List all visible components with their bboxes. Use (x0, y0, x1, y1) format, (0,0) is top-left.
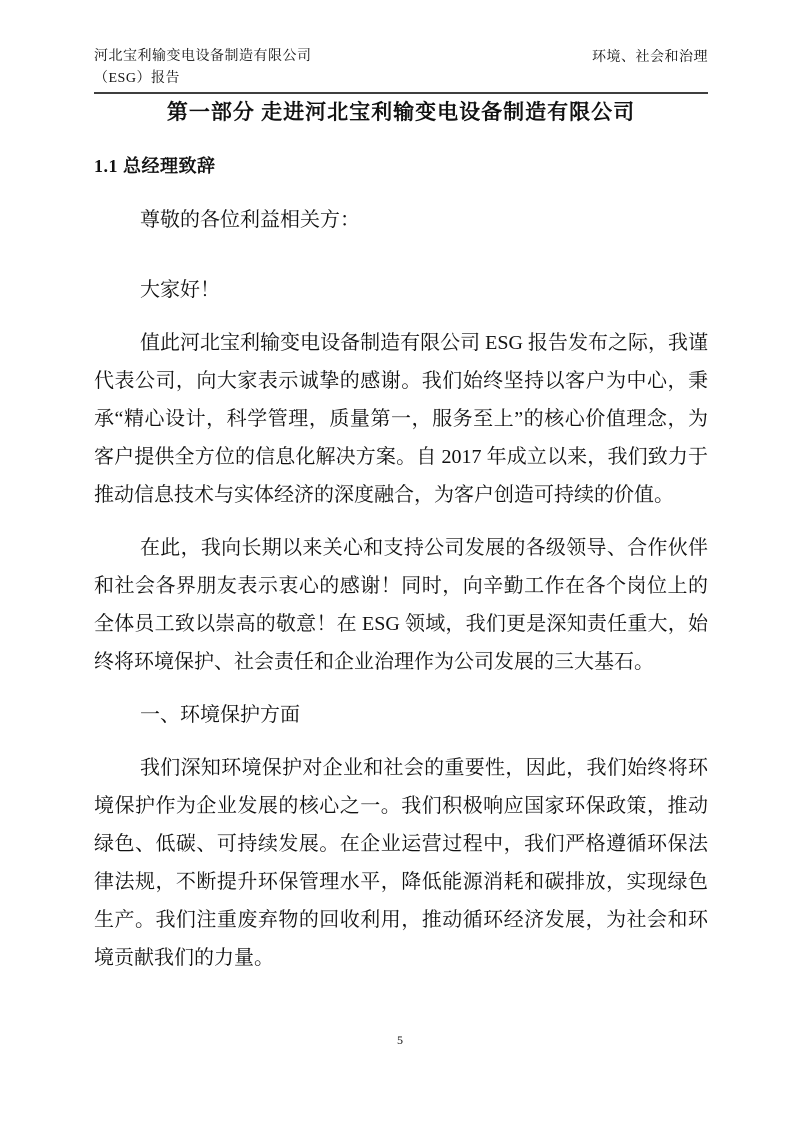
header-divider (94, 92, 708, 94)
page-number: 5 (397, 1033, 403, 1047)
part-title: 第一部分 走进河北宝利输变电设备制造有限公司 (166, 100, 636, 124)
section-heading: 1.1 总经理致辞 (94, 156, 216, 176)
paragraph-thanks: 在此，我向长期以来关心和支持公司发展的各级领导、合作伙伴和社会各界朋友表示衷心的感谢！同时，向辛勤工作在各个岗位上的全体员工致以崇高的敬意！在 ESG 领域，我们更是深知责任重大，始终将环境保护、社会责任和企业治理作为公司发展的三大基石。 (94, 537, 708, 673)
paragraph-greeting: 大家好！ (140, 279, 220, 301)
subheading-environment: 一、环境保护方面 (140, 704, 300, 726)
header-company-name: 河北宝利输变电设备制造有限公司 (94, 49, 312, 64)
header-esg-label: 环境、社会和治理 (592, 50, 708, 65)
body-text (94, 201, 708, 977)
paragraph-intro: 值此河北宝利输变电设备制造有限公司 ESG 报告发布之际，我谨代表公司，向大家表示诚挚的感谢。我们始终坚持以客户为中心，秉承“精心设计，科学管理，质量第一，服务至上”的核心价值理念，为客户提供全方位的信息化解决方案。自 2017 年成立以来，我们致力于推动信息技术与实体经济的深度融合，为客户创造可持续的价值。 (94, 332, 708, 506)
paragraph-salutation: 尊敬的各位利益相关方： (140, 209, 360, 231)
page-header (94, 46, 708, 90)
header-report-type: （ESG）报告 (94, 71, 180, 86)
header-company-block (94, 46, 312, 90)
paragraph-environment: 我们深知环境保护对企业和社会的重要性，因此，我们始终将环境保护作为企业发展的核心之一。我们积极响应国家环保政策，推动绿色、低碳、可持续发展。在企业运营过程中，我们严格遵循环保法律法规，不断提升环保管理水平，降低能源消耗和碳排放，实现绿色生产。我们注重废弃物的回收利用，推动循环经济发展，为社会和环境贡献我们的力量。 (94, 757, 708, 969)
